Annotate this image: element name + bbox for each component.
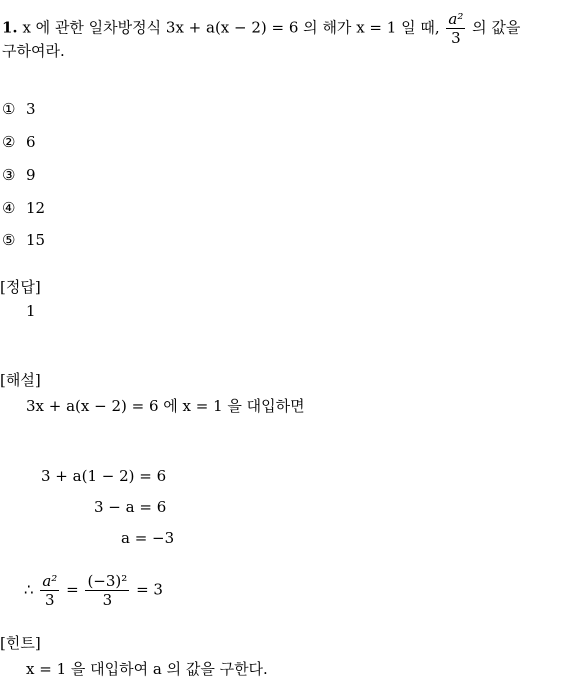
- therefore-symbol: ∴: [24, 580, 34, 599]
- option-marker: ②: [2, 133, 16, 151]
- fraction-numerator: a²: [42, 572, 58, 590]
- question-line-1: [2, 10, 520, 47]
- question-text-tail: 의 값을: [472, 18, 521, 37]
- hint-text: x = 1 을 대입하여 a 의 값을 구한다.: [26, 660, 268, 678]
- option-value: 12: [26, 199, 46, 217]
- option-value: 15: [26, 231, 46, 249]
- option-value: 9: [26, 166, 36, 184]
- option-value: 6: [26, 133, 36, 151]
- option-marker: ⑤: [2, 231, 16, 249]
- conclusion-fraction-1: [40, 572, 59, 609]
- question-text: x 에 관한 일차방정식 3x + a(x − 2) = 6 의 해가 x = 1 일 때,: [22, 18, 440, 37]
- fraction-denominator: 3: [102, 591, 113, 609]
- solution-conclusion: [24, 572, 163, 609]
- option-marker: ①: [2, 100, 16, 118]
- answer-heading: [정답]: [0, 278, 41, 296]
- option-1: [2, 100, 36, 118]
- question-fraction: [446, 10, 465, 47]
- answer-value: 1: [26, 302, 36, 320]
- fraction-denominator: 3: [451, 29, 461, 47]
- equals-sign: =: [66, 580, 79, 599]
- solution-step-1: 3 + a(1 − 2) = 6: [41, 467, 167, 485]
- fraction-numerator: (−3)²: [87, 572, 128, 590]
- question-line-2: 구하여라.: [2, 42, 65, 60]
- solution-step-2: 3 − a = 6: [94, 498, 167, 516]
- option-2: [2, 133, 36, 151]
- option-marker: ③: [2, 166, 16, 184]
- fraction-numerator: a²: [448, 10, 464, 28]
- solution-step-3: a = −3: [121, 529, 175, 547]
- option-3: [2, 166, 36, 184]
- hint-heading: [힌트]: [0, 634, 41, 652]
- conclusion-fraction-2: [85, 572, 129, 609]
- option-value: 3: [26, 100, 36, 118]
- option-4: [2, 199, 45, 217]
- question-number: 1.: [2, 18, 18, 37]
- option-marker: ④: [2, 199, 16, 217]
- conclusion-result: = 3: [136, 580, 163, 599]
- solution-heading: [해설]: [0, 371, 41, 389]
- solution-intro: 3x + a(x − 2) = 6 에 x = 1 을 대입하면: [26, 397, 305, 415]
- fraction-denominator: 3: [45, 591, 55, 609]
- option-5: [2, 231, 45, 249]
